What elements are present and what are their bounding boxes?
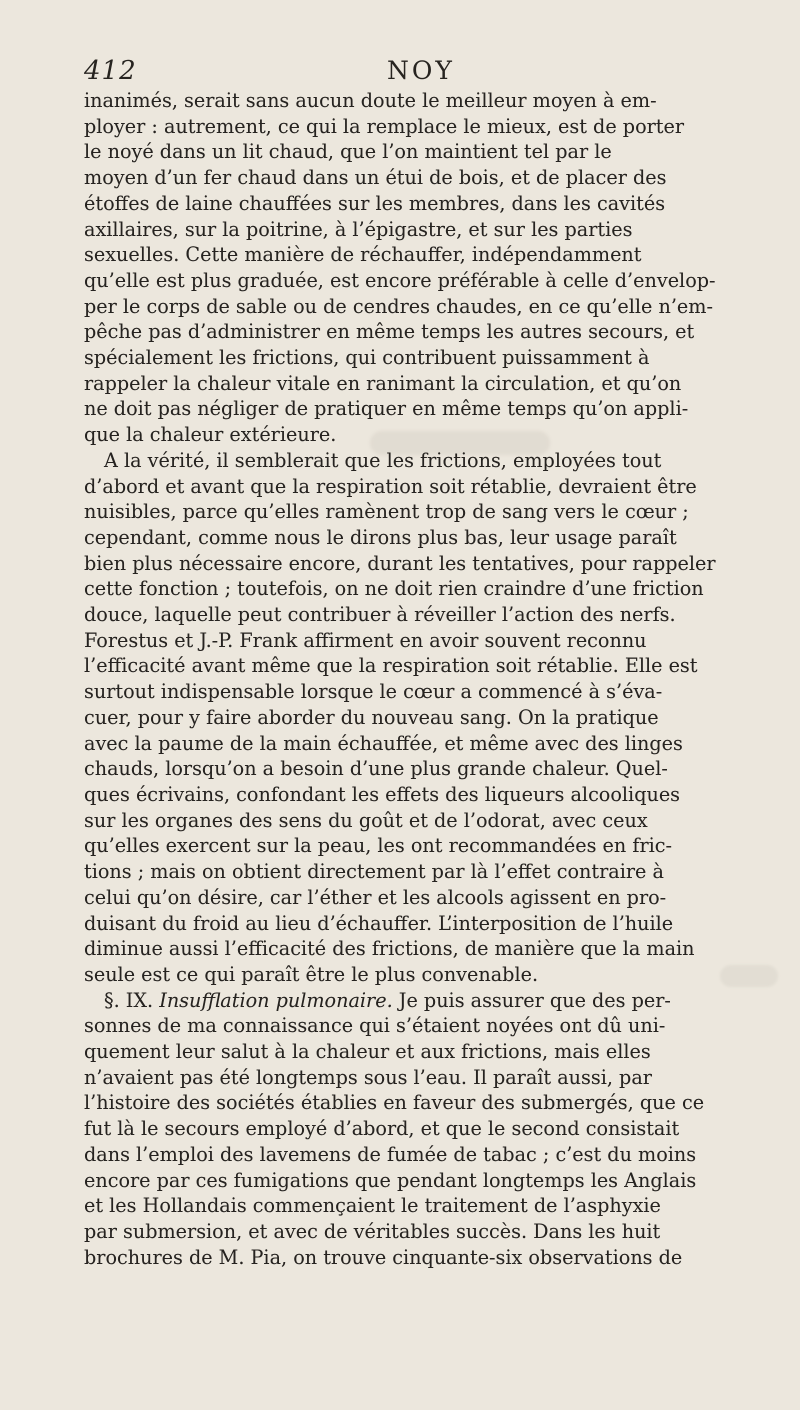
text-line: sexuelles. Cette manière de réchauffer, indépendamment [84,243,642,267]
section-line [84,988,760,1014]
text-line: l’efficacité avant même que la respiration soit rétablie. Elle est [84,654,698,678]
text-line: chauds, lorsqu’on a besoin d’une plus grande chaleur. Quel- [84,757,668,781]
text-line: sur les organes des sens du goût et de l’odorat, avec ceux [84,808,648,832]
text-line: surtout indispensable lorsque le cœur a commencé à s’éva- [84,680,663,704]
page-header [84,56,756,90]
text-line: le noyé dans un lit chaud, que l’on maintient tel par le [84,140,612,164]
text-line: qu’elles exercent sur la peau, les ont recommandées en fric- [84,834,672,858]
text-line: fut là le secours employé d’abord, et que le second consistait [84,1117,680,1141]
text-line: douce, laquelle peut contribuer à réveiller l’action des nerfs. [84,603,676,627]
text-line: ques écrivains, confondant les effets des liqueurs alcooliques [84,782,681,806]
running-head: NOY [387,56,455,85]
text-line: quement leur salut à la chaleur et aux frictions, mais elles [84,1040,651,1064]
text-line: cette fonction ; toutefois, on ne doit rien craindre d’une friction [84,577,704,601]
text-line: nuisibles, parce qu’elles ramènent trop de sang vers le cœur ; [84,500,689,524]
text-line: pêche pas d’administrer en même temps les autres secours, et [84,320,695,344]
text-line: par submersion, et avec de véritables succès. Dans les huit [84,1219,661,1243]
text-line: sonnes de ma connaissance qui s’étaient noyées ont dû uni- [84,1014,666,1038]
text-line: encore par ces fumigations que pendant longtemps les Anglais [84,1168,697,1192]
text-line: d’abord et avant que la respiration soit rétablie, devraient être [84,474,697,498]
text-line: ployer : autrement, ce qui la remplace le mieux, est de porter [84,114,685,138]
text-line: spécialement les frictions, qui contribuent puissamment à [84,346,650,370]
text-line: rappeler la chaleur vitale en ranimant la circulation, et qu’on [84,371,682,395]
text-line: per le corps de sable ou de cendres chaudes, en ce qu’elle n’em- [84,294,713,318]
section-title: Insufflation pulmonaire. [159,988,393,1012]
text-line: étoffes de laine chauffées sur les membres, dans les cavités [84,191,666,215]
text-line: diminue aussi l’efficacité des frictions, de manière que la main [84,937,695,961]
text-line: bien plus nécessaire encore, durant les tentatives, pour rappeler [84,551,716,575]
text-line: Forestus et J.-P. Frank affirment en avoir souvent reconnu [84,628,647,652]
text-line: cependant, comme nous le dirons plus bas, leur usage paraît [84,525,677,549]
text-line: moyen d’un fer chaud dans un étui de bois, et de placer des [84,166,667,190]
text-line: dans l’emploi des lavemens de fumée de tabac ; c’est du moins [84,1142,697,1166]
text-line: seule est ce qui paraît être le plus convenable. [84,962,539,986]
text-line: qu’elle est plus graduée, est encore préférable à celle d’envelop- [84,268,716,292]
text-line: l’histoire des sociétés établies en faveur des submergés, que ce [84,1091,705,1115]
text-line: n’avaient pas été longtemps sous l’eau. Il paraît aussi, par [84,1065,652,1089]
text-line: cuer, pour y faire aborder du nouveau sang. On la pratique [84,705,659,729]
text-line: celui qu’on désire, car l’éther et les alcools agissent en pro- [84,885,667,909]
section-text: Je puis assurer que des per- [392,988,671,1012]
paragraph-first-line: A la vérité, il semblerait que les frictions, employées tout [104,448,662,472]
section-number: §. IX. [104,988,160,1012]
page-number: 412 [84,56,137,86]
text-line: inanimés, serait sans aucun doute le meilleur moyen à em- [84,89,657,112]
text-line: duisant du froid au lieu d’échauffer. L’interposition de l’huile [84,911,674,935]
text-line: que la chaleur extérieure. [84,423,337,447]
text-line: et les Hollandais commençaient le traitement de l’asphyxie [84,1194,661,1218]
text-line: avec la paume de la main échauffée, et même avec des linges [84,731,683,755]
text-line: ne doit pas négliger de pratiquer en même temps qu’on appli- [84,397,689,421]
body-text [84,88,760,1270]
text-line: tions ; mais on obtient directement par là l’effet contraire à [84,860,664,884]
text-line: axillaires, sur la poitrine, à l’épigastre, et sur les parties [84,217,633,241]
text-line: brochures de M. Pia, on trouve cinquante-six observations de [84,1245,683,1269]
